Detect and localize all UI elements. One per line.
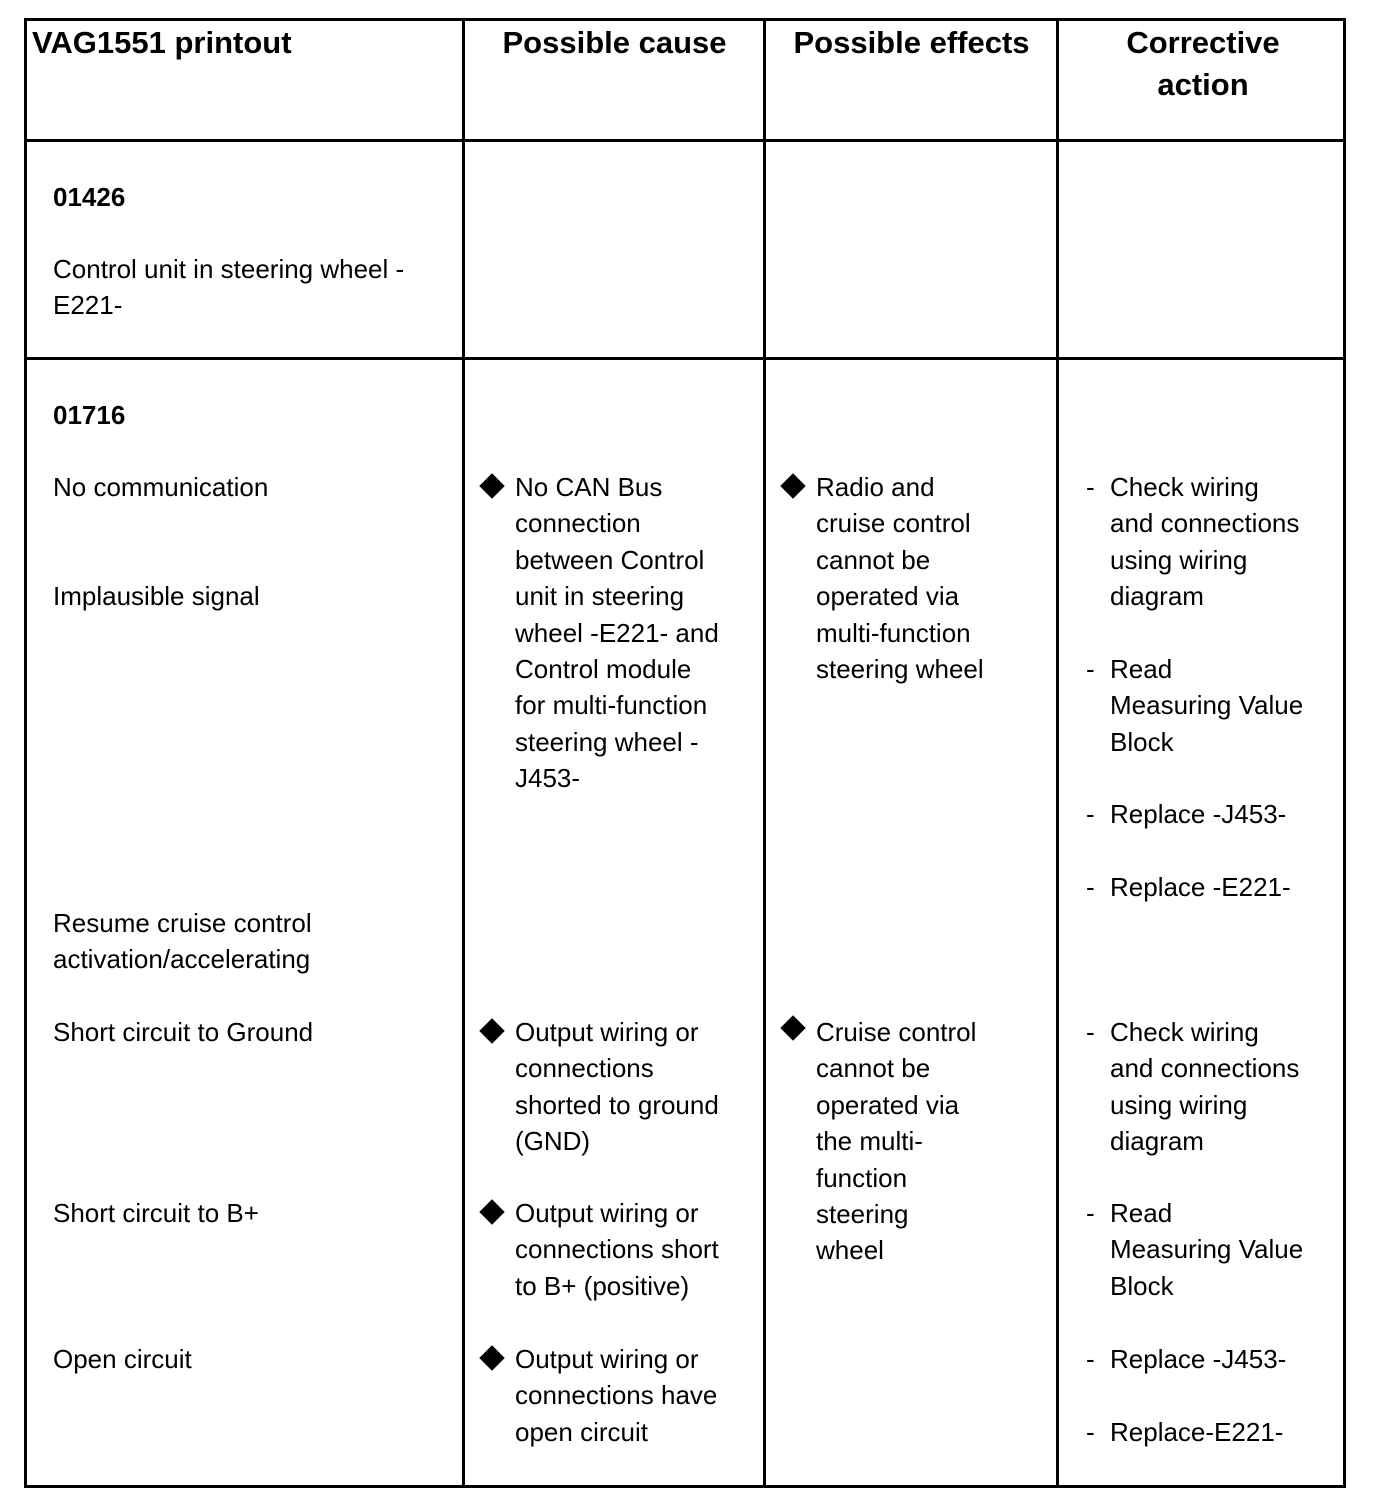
dash-bullet: - [1086,1017,1095,1047]
action-text: Replace -E221- [1110,872,1291,902]
effect-text: Radio and cruise control cannot be operated via multi-function steering wheel [816,472,984,685]
dash-bullet: - [1086,872,1095,902]
printout-item: Open circuit [53,1344,192,1374]
printout-item: Resume cruise control [53,908,312,938]
header-printout: VAG1551 printout [32,25,292,60]
header-action-line1: Corrective [1126,25,1280,60]
header-cause: Possible cause [502,25,727,60]
effect-text: Cruise control cannot be operated via the multi- function steering wheel [816,1017,977,1266]
fault-code-01716: 01716 [53,400,126,430]
fault-code-01426: 01426 [53,182,126,212]
printout-item: Short circuit to B+ [53,1198,259,1228]
column-divider [763,18,766,1488]
action-text: Replace -J453- [1110,1344,1287,1374]
header-action-line2: action [1157,67,1249,102]
cause-text: Output wiring or connections have open circuit [515,1344,718,1447]
fault-desc-line: Control unit in steering wheel - [53,254,405,284]
printout-item: Short circuit to Ground [53,1017,314,1047]
diamond-bullet-icon [478,1017,508,1047]
diamond-bullet-icon [779,472,809,502]
cause-text: Output wiring or connections short to B+ (positive) [515,1198,719,1301]
action-text: Check wiring and connections using wiring diagram [1110,1017,1300,1157]
diamond-bullet-icon [478,472,508,502]
column-divider [462,18,465,1488]
column-divider [1056,18,1059,1488]
cause-text: Output wiring or connections shorted to ground (GND) [515,1017,719,1157]
row-divider [24,357,1346,360]
dash-bullet: - [1086,1344,1095,1374]
diamond-bullet-icon [779,1014,809,1044]
action-text: Replace -J453- [1110,799,1287,829]
cause-text: No CAN Bus connection between Control unit in steering wheel -E221- and Control module for multi-function steering wheel - J453- [515,472,719,794]
row-divider [24,139,1346,142]
action-text: Read Measuring Value Block [1110,654,1304,757]
header-action [1060,22,1346,106]
diamond-bullet-icon [478,1344,508,1374]
dash-bullet: - [1086,472,1095,502]
printout-item: Implausible signal [53,581,260,611]
action-text: Replace-E221- [1110,1417,1284,1447]
diamond-bullet-icon [478,1198,508,1228]
dash-bullet: - [1086,1417,1095,1447]
dash-bullet: - [1086,1198,1095,1228]
printout-item: activation/accelerating [53,944,311,974]
action-text: Check wiring and connections using wiring diagram [1110,472,1300,612]
fault-desc-line: E221- [53,290,123,320]
printout-item: No communication [53,472,269,502]
dash-bullet: - [1086,799,1095,829]
header-effects: Possible effects [793,25,1030,60]
action-text: Read Measuring Value Block [1110,1198,1304,1301]
dash-bullet: - [1086,654,1095,684]
